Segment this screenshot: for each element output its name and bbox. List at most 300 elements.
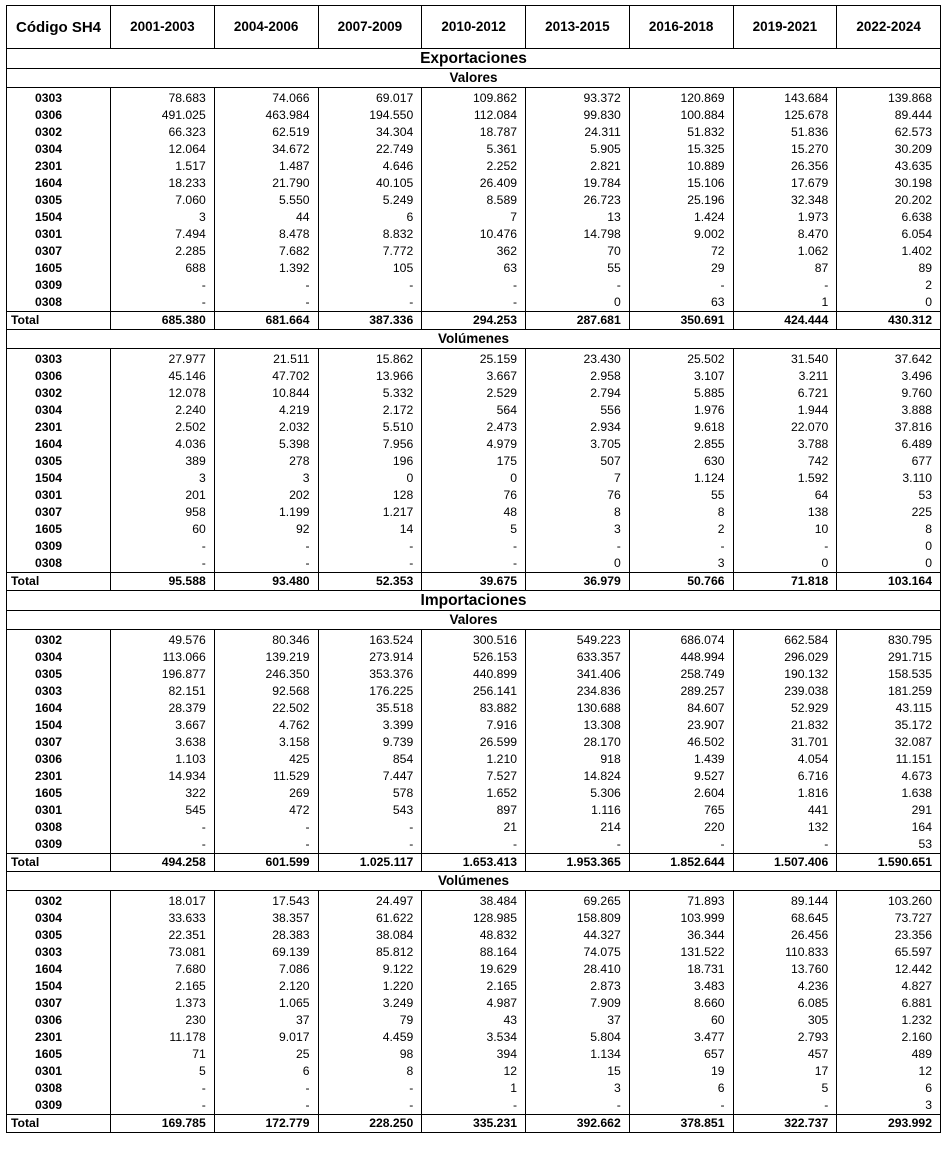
value-cell: 190.132 [733,666,837,683]
hs-code-cell: 0307 [7,243,111,260]
value-cell: 63 [422,260,526,277]
value-cell: 2.285 [111,243,215,260]
value-cell: 23.430 [526,349,630,369]
total-value-cell: 169.785 [111,1115,215,1133]
value-cell: 76 [526,487,630,504]
value-cell: 138 [733,504,837,521]
value-cell: 5.550 [214,192,318,209]
value-cell: 30.198 [837,175,941,192]
hs-code-cell: 0304 [7,649,111,666]
table-row [7,88,941,108]
value-cell: 269 [214,785,318,802]
value-cell: 2.240 [111,402,215,419]
value-cell: 3.788 [733,436,837,453]
value-cell: 2.821 [526,158,630,175]
value-cell: 22.351 [111,927,215,944]
value-cell: 14.824 [526,768,630,785]
value-cell: 1.199 [214,504,318,521]
value-cell: 1.424 [629,209,733,226]
value-cell: 4.036 [111,436,215,453]
value-cell: 3.211 [733,368,837,385]
value-cell: 202 [214,487,318,504]
table-row [7,192,941,209]
total-value-cell: 322.737 [733,1115,837,1133]
hs-code-cell: 1605 [7,521,111,538]
hs-code-cell: 0304 [7,402,111,419]
hs-code-cell: 0305 [7,927,111,944]
value-cell: 918 [526,751,630,768]
value-cell: 6.054 [837,226,941,243]
value-cell: 6.881 [837,995,941,1012]
value-cell: - [318,836,422,854]
hs-code-cell: 0305 [7,666,111,683]
value-cell: 4.236 [733,978,837,995]
table-row [7,453,941,470]
total-value-cell: 1.953.365 [526,854,630,872]
value-cell: 60 [111,521,215,538]
value-cell: 491.025 [111,107,215,124]
value-cell: 37 [214,1012,318,1029]
value-cell: 128.985 [422,910,526,927]
hs-code-cell: 2301 [7,419,111,436]
value-cell: 6 [214,1063,318,1080]
value-cell: 0 [526,555,630,573]
value-cell: 256.141 [422,683,526,700]
value-cell: 8 [318,1063,422,1080]
table-row [7,995,941,1012]
hs-code-cell: 1605 [7,260,111,277]
table-row [7,436,941,453]
value-cell: 2.604 [629,785,733,802]
value-cell: 98 [318,1046,422,1063]
value-cell: 12 [422,1063,526,1080]
value-cell: - [318,819,422,836]
value-cell: 21.832 [733,717,837,734]
table-row [7,649,941,666]
value-cell: 0 [837,555,941,573]
value-cell: 7.909 [526,995,630,1012]
value-cell: 545 [111,802,215,819]
hs-code-cell: 0303 [7,349,111,369]
hs-code-cell: 0308 [7,555,111,573]
table-row [7,978,941,995]
value-cell: 201 [111,487,215,504]
value-cell: 425 [214,751,318,768]
value-cell: 175 [422,453,526,470]
value-cell: 543 [318,802,422,819]
value-cell: 8.470 [733,226,837,243]
value-cell: 34.304 [318,124,422,141]
table-row [7,260,941,277]
value-cell: 93.372 [526,88,630,108]
hs-code-cell: 0306 [7,107,111,124]
hs-code-cell: 0309 [7,277,111,294]
value-cell: 10.889 [629,158,733,175]
value-cell: 556 [526,402,630,419]
table-row [7,419,941,436]
section-header-row [7,591,941,611]
value-cell: 677 [837,453,941,470]
value-cell: 2.502 [111,419,215,436]
value-cell: 12.064 [111,141,215,158]
table-row [7,368,941,385]
value-cell: 1.373 [111,995,215,1012]
period-column-header: 2010-2012 [422,6,526,49]
value-cell: 196 [318,453,422,470]
value-cell: 25.159 [422,349,526,369]
value-cell: 76 [422,487,526,504]
period-column-header: 2004-2006 [214,6,318,49]
value-cell: 5.249 [318,192,422,209]
value-cell: 38.084 [318,927,422,944]
value-cell: 686.074 [629,630,733,650]
value-cell: 23.356 [837,927,941,944]
value-cell: 11.151 [837,751,941,768]
value-cell: 24.497 [318,891,422,911]
value-cell: 22.502 [214,700,318,717]
table-row [7,294,941,312]
period-column-header: 2019-2021 [733,6,837,49]
value-cell: 128 [318,487,422,504]
value-cell: 5 [422,521,526,538]
value-cell: - [214,1080,318,1097]
value-cell: 89.144 [733,891,837,911]
value-cell: 9.760 [837,385,941,402]
value-cell: - [111,1097,215,1115]
value-cell: 322 [111,785,215,802]
value-cell: 1.134 [526,1046,630,1063]
value-cell: 181.259 [837,683,941,700]
table-row [7,243,941,260]
value-cell: 630 [629,453,733,470]
value-cell: 2.160 [837,1029,941,1046]
value-cell: 25.196 [629,192,733,209]
value-cell: 40.105 [318,175,422,192]
value-cell: 23.907 [629,717,733,734]
value-cell: 15.862 [318,349,422,369]
value-cell: 1.402 [837,243,941,260]
value-cell: 289.257 [629,683,733,700]
value-cell: 11.178 [111,1029,215,1046]
value-cell: - [318,294,422,312]
value-cell: - [214,277,318,294]
value-cell: 0 [526,294,630,312]
value-cell: 78.683 [111,88,215,108]
value-cell: 2.958 [526,368,630,385]
hs-code-cell: 0308 [7,294,111,312]
value-cell: 440.899 [422,666,526,683]
value-cell: 131.522 [629,944,733,961]
value-cell: 1.232 [837,1012,941,1029]
value-cell: 9.618 [629,419,733,436]
value-cell: 4.459 [318,1029,422,1046]
value-cell: 2.165 [111,978,215,995]
value-cell: - [111,819,215,836]
total-value-cell: 287.681 [526,312,630,330]
value-cell: 10.844 [214,385,318,402]
hs-code-cell: 0302 [7,891,111,911]
value-cell: 71.893 [629,891,733,911]
hs-code-cell: 0301 [7,226,111,243]
table-row [7,683,941,700]
value-cell: 0 [318,470,422,487]
total-value-cell: 50.766 [629,573,733,591]
value-cell: 143.684 [733,88,837,108]
value-cell: 8 [837,521,941,538]
section-title: Importaciones [7,591,941,611]
value-cell: 22.070 [733,419,837,436]
value-cell: 14 [318,521,422,538]
value-cell: 26.599 [422,734,526,751]
value-cell: 7.527 [422,768,526,785]
value-cell: 578 [318,785,422,802]
value-cell: 688 [111,260,215,277]
period-column-header: 2001-2003 [111,6,215,49]
value-cell: - [629,538,733,555]
value-cell: 6.085 [733,995,837,1012]
value-cell: 21.790 [214,175,318,192]
value-cell: 1.638 [837,785,941,802]
value-cell: 9.002 [629,226,733,243]
value-cell: 66.323 [111,124,215,141]
value-cell: - [733,538,837,555]
section-title: Exportaciones [7,49,941,69]
value-cell: - [422,294,526,312]
value-cell: 3.667 [422,368,526,385]
value-cell: 1.944 [733,402,837,419]
hs-code-cell: 0303 [7,88,111,108]
table-body [7,49,941,1133]
value-cell: 125.678 [733,107,837,124]
total-row [7,573,941,591]
subsection-title: Volúmenes [7,872,941,891]
value-cell: - [629,1097,733,1115]
total-value-cell: 228.250 [318,1115,422,1133]
hs-code-cell: 1504 [7,717,111,734]
value-cell: 2.794 [526,385,630,402]
value-cell: 100.884 [629,107,733,124]
value-cell: 33.633 [111,910,215,927]
value-cell: 8.478 [214,226,318,243]
value-cell: 305 [733,1012,837,1029]
table-row [7,819,941,836]
value-cell: 300.516 [422,630,526,650]
value-cell: 3.705 [526,436,630,453]
value-cell: 5 [111,1063,215,1080]
value-cell: - [214,555,318,573]
table-row [7,630,941,650]
value-cell: 51.836 [733,124,837,141]
value-cell: 1.652 [422,785,526,802]
value-cell: 32.087 [837,734,941,751]
value-cell: 19 [629,1063,733,1080]
value-cell: 2 [837,277,941,294]
hs-code-cell: 1604 [7,436,111,453]
hs-code-cell: 0304 [7,141,111,158]
value-cell: 15 [526,1063,630,1080]
value-cell: 1 [422,1080,526,1097]
value-cell: 79 [318,1012,422,1029]
value-cell: 120.869 [629,88,733,108]
value-cell: 27.977 [111,349,215,369]
value-cell: - [422,277,526,294]
value-cell: 28.383 [214,927,318,944]
hs-code-cell: 0309 [7,836,111,854]
total-label: Total [7,312,111,330]
value-cell: 62.573 [837,124,941,141]
value-cell: 85.812 [318,944,422,961]
value-cell: 4.987 [422,995,526,1012]
value-cell: - [733,277,837,294]
value-cell: 69.139 [214,944,318,961]
value-cell: 103.260 [837,891,941,911]
table-row [7,521,941,538]
value-cell: 63 [629,294,733,312]
value-cell: 35.172 [837,717,941,734]
value-cell: 164 [837,819,941,836]
table-row [7,504,941,521]
value-cell: 4.673 [837,768,941,785]
value-cell: - [629,277,733,294]
value-cell: 65.597 [837,944,941,961]
value-cell: 3 [111,470,215,487]
value-cell: 7.680 [111,961,215,978]
value-cell: 3.399 [318,717,422,734]
value-cell: 3 [526,1080,630,1097]
value-cell: 765 [629,802,733,819]
value-cell: 12.442 [837,961,941,978]
value-cell: 9.122 [318,961,422,978]
value-cell: 14.934 [111,768,215,785]
value-cell: 53 [837,836,941,854]
table-row [7,1063,941,1080]
value-cell: 6 [629,1080,733,1097]
value-cell: - [526,277,630,294]
value-cell: 0 [422,470,526,487]
value-cell: 176.225 [318,683,422,700]
value-cell: 1.973 [733,209,837,226]
value-cell: 7.916 [422,717,526,734]
hs-code-cell: 0306 [7,368,111,385]
value-cell: 12 [837,1063,941,1080]
value-cell: 2.252 [422,158,526,175]
value-cell: 394 [422,1046,526,1063]
value-cell: 4.054 [733,751,837,768]
value-cell: - [422,1097,526,1115]
table-row [7,402,941,419]
value-cell: 51.832 [629,124,733,141]
subsection-header-row [7,611,941,630]
hs-code-cell: 0302 [7,630,111,650]
value-cell: 83.882 [422,700,526,717]
value-cell: 196.877 [111,666,215,683]
value-cell: 8 [526,504,630,521]
table-row [7,961,941,978]
value-cell: - [318,1097,422,1115]
value-cell: 657 [629,1046,733,1063]
value-cell: 3.667 [111,717,215,734]
value-cell: 1.124 [629,470,733,487]
value-cell: 15.325 [629,141,733,158]
value-cell: 44.327 [526,927,630,944]
table-row [7,107,941,124]
hs-code-cell: 0308 [7,1080,111,1097]
table-row [7,158,941,175]
value-cell: 742 [733,453,837,470]
value-cell: 62.519 [214,124,318,141]
value-cell: - [111,1080,215,1097]
table-row [7,1012,941,1029]
value-cell: 139.868 [837,88,941,108]
hs-code-cell: 0301 [7,802,111,819]
value-cell: - [111,294,215,312]
value-cell: 103.999 [629,910,733,927]
value-cell: 69.265 [526,891,630,911]
value-cell: 28.170 [526,734,630,751]
value-cell: 854 [318,751,422,768]
value-cell: 1.220 [318,978,422,995]
period-column-header: 2007-2009 [318,6,422,49]
table-row [7,1029,941,1046]
total-value-cell: 681.664 [214,312,318,330]
value-cell: 1.103 [111,751,215,768]
table-row [7,751,941,768]
code-column-header: Código SH4 [7,6,111,49]
value-cell: 0 [733,555,837,573]
total-value-cell: 39.675 [422,573,526,591]
value-cell: 25 [214,1046,318,1063]
value-cell: 2.855 [629,436,733,453]
total-value-cell: 378.851 [629,1115,733,1133]
subsection-header-row [7,872,941,891]
value-cell: 5.306 [526,785,630,802]
total-value-cell: 103.164 [837,573,941,591]
value-cell: 17.543 [214,891,318,911]
value-cell: 17.679 [733,175,837,192]
value-cell: 32.348 [733,192,837,209]
hs-code-cell: 0306 [7,1012,111,1029]
value-cell: 11.529 [214,768,318,785]
value-cell: 43.115 [837,700,941,717]
value-cell: 112.084 [422,107,526,124]
value-cell: 4.979 [422,436,526,453]
value-cell: 353.376 [318,666,422,683]
total-value-cell: 71.818 [733,573,837,591]
total-value-cell: 1.590.651 [837,854,941,872]
value-cell: - [111,538,215,555]
total-value-cell: 52.353 [318,573,422,591]
value-cell: 489 [837,1046,941,1063]
value-cell: 19.629 [422,961,526,978]
value-cell: 26.456 [733,927,837,944]
value-cell: 71 [111,1046,215,1063]
table-row [7,385,941,402]
table-row [7,175,941,192]
value-cell: 549.223 [526,630,630,650]
value-cell: 49.576 [111,630,215,650]
value-cell: 89.444 [837,107,941,124]
value-cell: 18.731 [629,961,733,978]
value-cell: 37.642 [837,349,941,369]
value-cell: 3.477 [629,1029,733,1046]
total-label: Total [7,854,111,872]
value-cell: 220 [629,819,733,836]
value-cell: 6.716 [733,768,837,785]
table-row [7,277,941,294]
value-cell: - [422,555,526,573]
total-value-cell: 335.231 [422,1115,526,1133]
table-row [7,802,941,819]
